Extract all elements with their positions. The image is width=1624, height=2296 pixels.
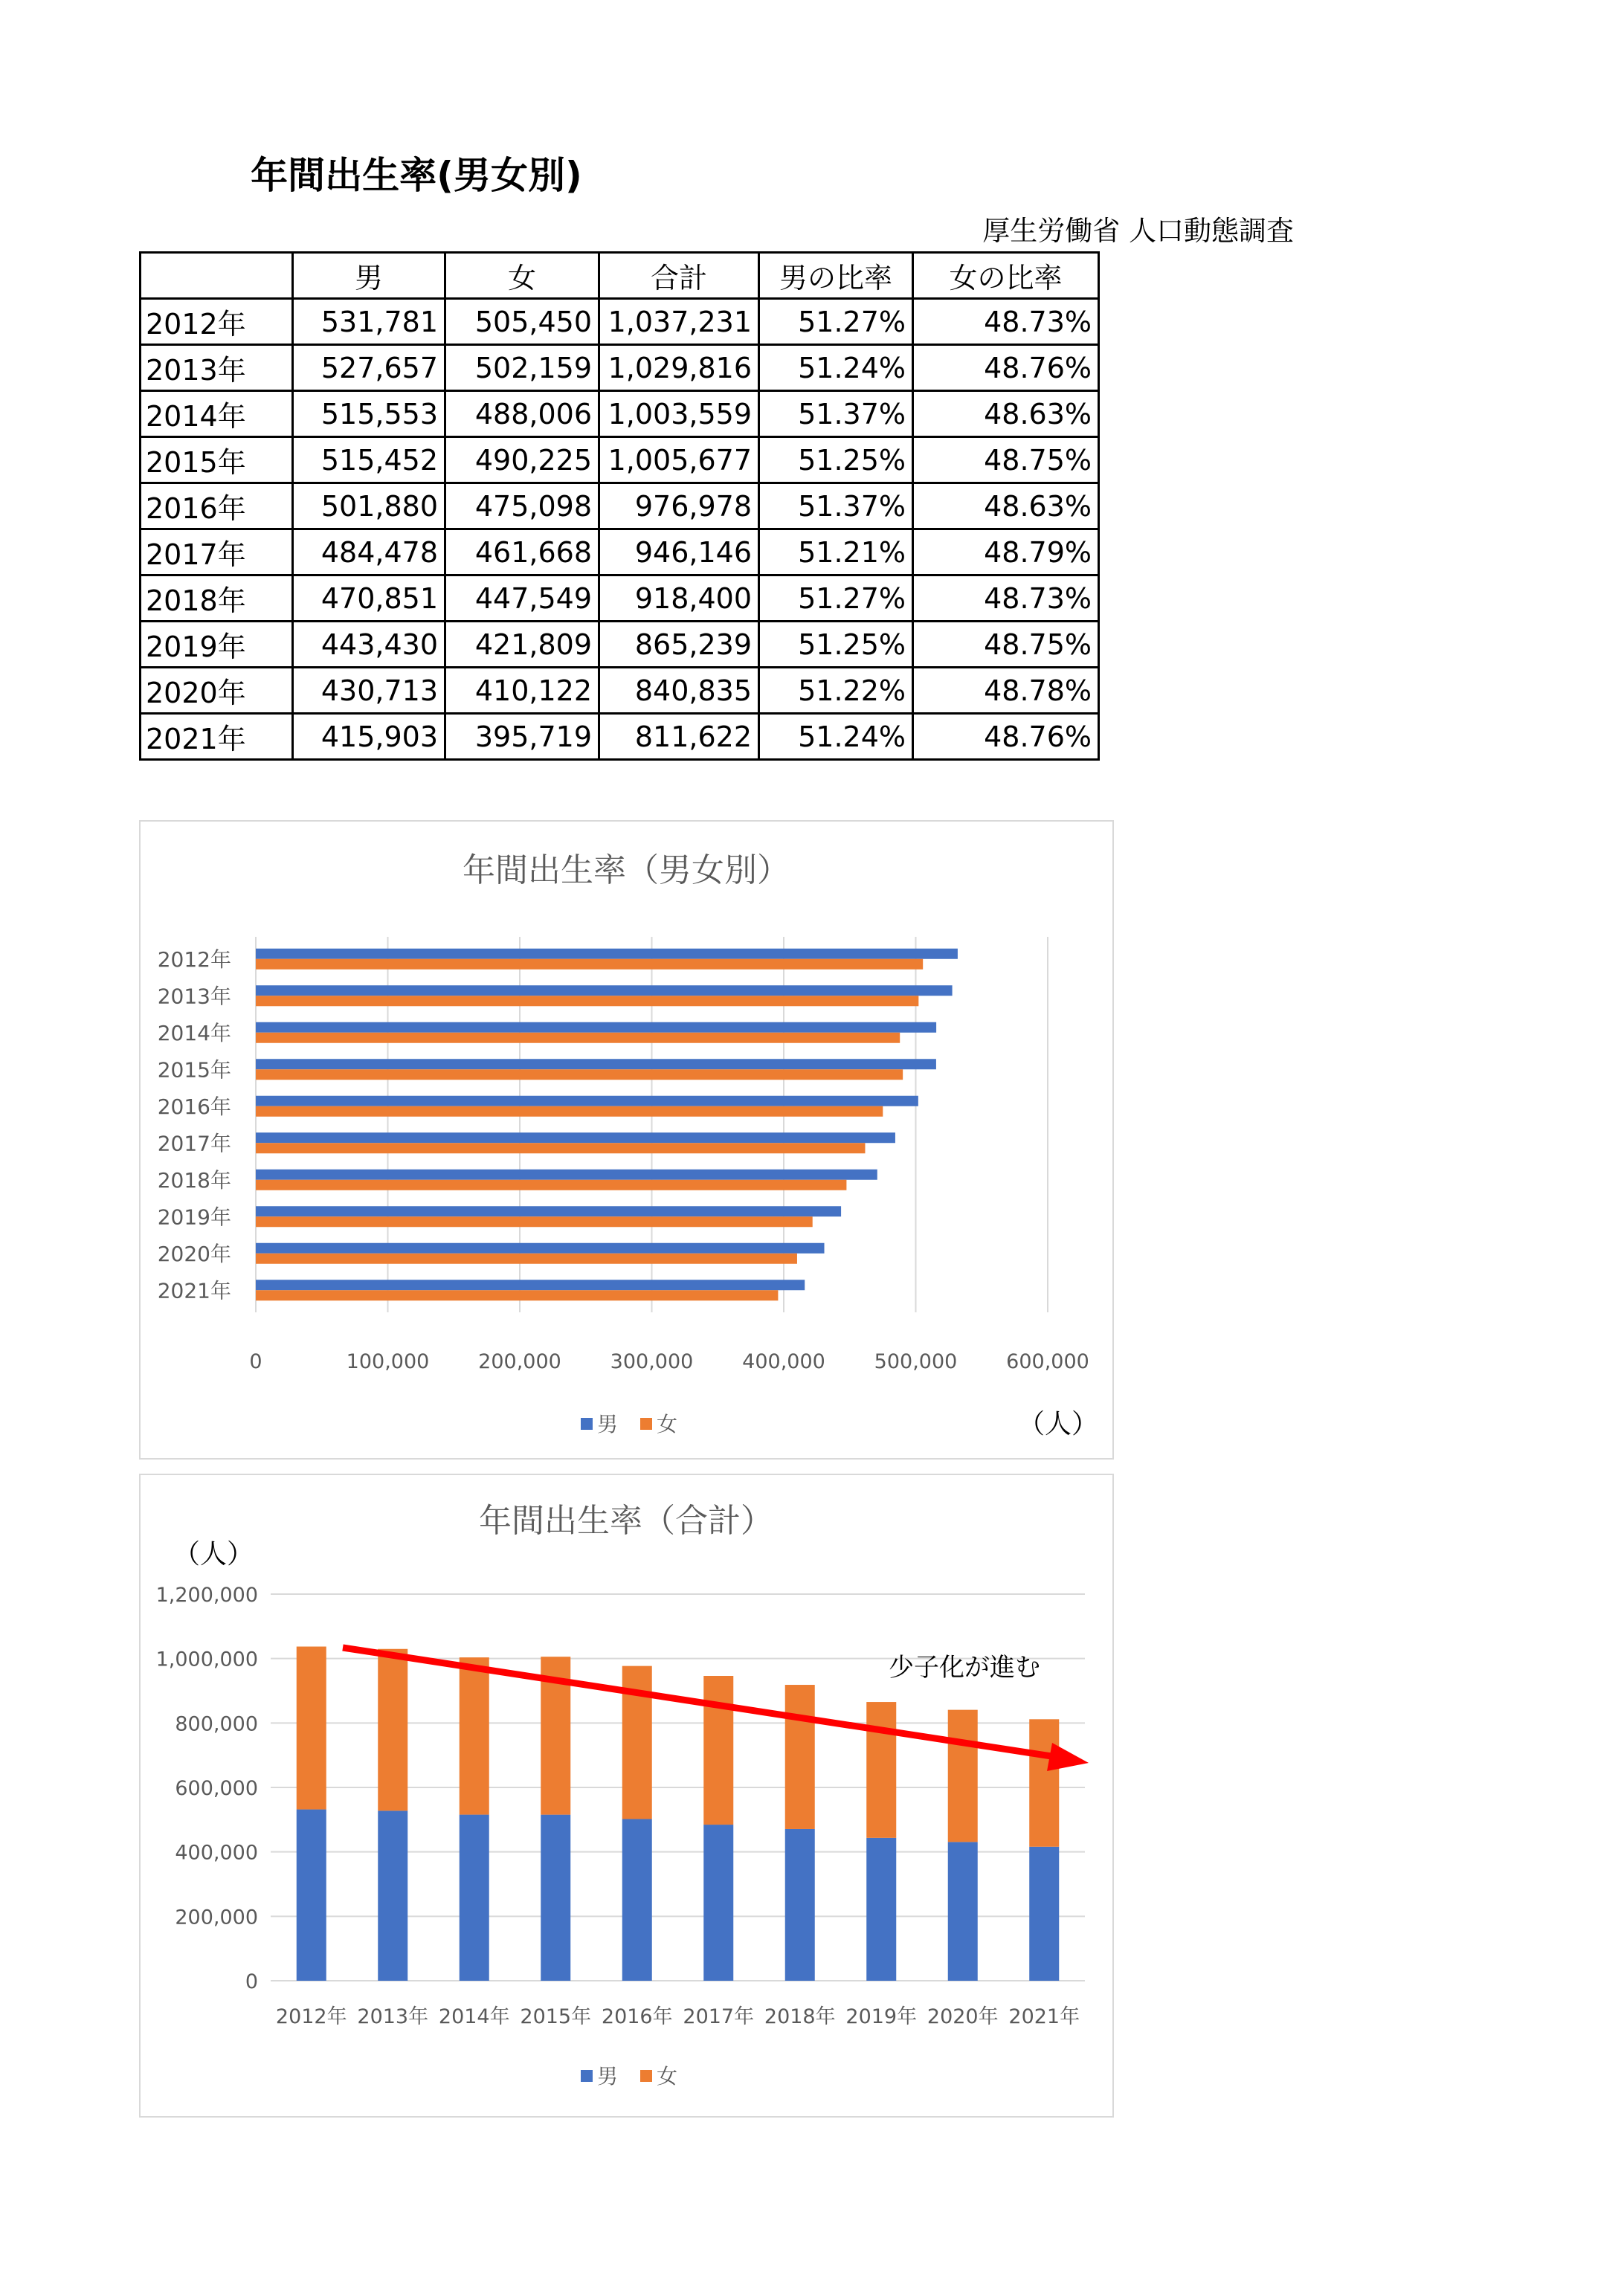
value-cell: 51.22% bbox=[759, 668, 913, 714]
value-cell: 51.24% bbox=[759, 345, 913, 391]
value-cell: 527,657 bbox=[293, 345, 445, 391]
bar-female bbox=[256, 1143, 865, 1153]
x-tick-label: 2012年 bbox=[275, 2005, 347, 2028]
value-cell: 811,622 bbox=[599, 714, 759, 760]
value-cell: 51.25% bbox=[759, 622, 913, 668]
legend-label-female: 女 bbox=[657, 1412, 678, 1436]
bar-male bbox=[256, 1206, 841, 1216]
chart-gender bbox=[139, 820, 1114, 1460]
y-tick-label: 1,200,000 bbox=[155, 1584, 258, 1607]
legend-label-male: 男 bbox=[597, 1412, 619, 1436]
year-cell: 2020年 bbox=[141, 668, 293, 714]
x-tick-label: 2013年 bbox=[357, 2005, 429, 2028]
value-cell: 395,719 bbox=[445, 714, 599, 760]
bar-female bbox=[256, 1254, 797, 1264]
value-cell: 48.63% bbox=[913, 391, 1099, 437]
bar-female bbox=[703, 1676, 733, 1825]
bar-male bbox=[256, 1059, 936, 1069]
bar-male bbox=[256, 1243, 825, 1254]
year-cell: 2015年 bbox=[141, 437, 293, 483]
y-tick-label: 2019年 bbox=[157, 1205, 231, 1230]
bar-female bbox=[256, 1106, 883, 1117]
y-tick-label: 2015年 bbox=[157, 1057, 231, 1083]
bar-male bbox=[948, 1842, 978, 1981]
x-tick-label: 400,000 bbox=[742, 1350, 825, 1373]
bar-female bbox=[948, 1710, 978, 1842]
table-row bbox=[141, 529, 1099, 575]
y-tick-label: 2016年 bbox=[157, 1094, 231, 1119]
bar-female bbox=[256, 1069, 903, 1080]
value-cell: 415,903 bbox=[293, 714, 445, 760]
bar-male bbox=[256, 1096, 918, 1106]
chart-title: 年間出生率（男女別） bbox=[463, 851, 790, 889]
bar-female bbox=[256, 1033, 900, 1043]
value-cell: 51.24% bbox=[759, 714, 913, 760]
legend-label-male: 男 bbox=[597, 2064, 619, 2089]
value-cell: 48.73% bbox=[913, 575, 1099, 622]
page-title: 年間出生率(男女別) bbox=[251, 154, 582, 197]
value-cell: 918,400 bbox=[599, 575, 759, 622]
value-cell: 515,553 bbox=[293, 391, 445, 437]
annotation-label: 少子化が進む bbox=[889, 1653, 1040, 1683]
y-tick-label: 800,000 bbox=[175, 1712, 258, 1736]
value-cell: 430,713 bbox=[293, 668, 445, 714]
bar-female bbox=[1029, 1719, 1059, 1846]
table-header-row bbox=[141, 253, 1099, 299]
bar-male bbox=[1029, 1847, 1059, 1981]
value-cell: 447,549 bbox=[445, 575, 599, 622]
legend-swatch-male bbox=[581, 1418, 593, 1430]
y-tick-label: 2017年 bbox=[157, 1131, 231, 1156]
value-cell: 840,835 bbox=[599, 668, 759, 714]
year-cell: 2021年 bbox=[141, 714, 293, 760]
value-cell: 48.75% bbox=[913, 437, 1099, 483]
bar-female bbox=[256, 959, 923, 970]
bar-female bbox=[460, 1657, 489, 1814]
value-cell: 484,478 bbox=[293, 529, 445, 575]
chart-total bbox=[139, 1474, 1114, 2118]
bar-male bbox=[785, 1829, 815, 1981]
bar-male bbox=[256, 1280, 805, 1290]
y-tick-label: 2014年 bbox=[157, 1020, 231, 1045]
y-tick-label: 600,000 bbox=[175, 1777, 258, 1800]
header-cell: 男の比率 bbox=[759, 253, 913, 299]
year-cell: 2017年 bbox=[141, 529, 293, 575]
unit-label: （人） bbox=[173, 1539, 254, 1570]
header-cell: 女の比率 bbox=[913, 253, 1099, 299]
source-note: 厚生労働省 人口動態調査 bbox=[982, 215, 1294, 247]
value-cell: 976,978 bbox=[599, 483, 759, 529]
value-cell: 410,122 bbox=[445, 668, 599, 714]
bar-female bbox=[256, 1216, 813, 1227]
value-cell: 1,005,677 bbox=[599, 437, 759, 483]
y-tick-label: 2013年 bbox=[157, 984, 231, 1009]
x-tick-label: 200,000 bbox=[478, 1350, 561, 1373]
value-cell: 51.25% bbox=[759, 437, 913, 483]
births-table bbox=[139, 251, 1100, 761]
bar-female bbox=[256, 1290, 778, 1300]
bar-male bbox=[866, 1838, 896, 1981]
value-cell: 48.75% bbox=[913, 622, 1099, 668]
x-tick-label: 2021年 bbox=[1008, 2005, 1080, 2028]
value-cell: 501,880 bbox=[293, 483, 445, 529]
value-cell: 48.73% bbox=[913, 299, 1099, 345]
value-cell: 1,037,231 bbox=[599, 299, 759, 345]
y-tick-label: 400,000 bbox=[175, 1841, 258, 1865]
value-cell: 48.78% bbox=[913, 668, 1099, 714]
table-row bbox=[141, 345, 1099, 391]
y-tick-label: 0 bbox=[245, 1970, 258, 1993]
value-cell: 515,452 bbox=[293, 437, 445, 483]
value-cell: 1,003,559 bbox=[599, 391, 759, 437]
legend-swatch-female bbox=[640, 1418, 652, 1430]
value-cell: 531,781 bbox=[293, 299, 445, 345]
trend-arrowhead bbox=[1047, 1743, 1089, 1771]
value-cell: 490,225 bbox=[445, 437, 599, 483]
chart-title: 年間出生率（合計） bbox=[479, 1502, 773, 1540]
table-row bbox=[141, 575, 1099, 622]
header-cell: 女 bbox=[445, 253, 599, 299]
year-cell: 2019年 bbox=[141, 622, 293, 668]
y-tick-label: 2018年 bbox=[157, 1167, 231, 1193]
value-cell: 502,159 bbox=[445, 345, 599, 391]
year-cell: 2013年 bbox=[141, 345, 293, 391]
bar-male bbox=[622, 1819, 652, 1981]
bar-male bbox=[297, 1810, 326, 1981]
bar-male bbox=[256, 949, 958, 959]
y-tick-label: 2012年 bbox=[157, 947, 231, 972]
x-tick-label: 600,000 bbox=[1006, 1350, 1089, 1373]
bar-female bbox=[297, 1647, 326, 1810]
legend-swatch-male bbox=[581, 2070, 593, 2082]
x-tick-label: 2020年 bbox=[927, 2005, 999, 2028]
value-cell: 461,668 bbox=[445, 529, 599, 575]
x-tick-label: 500,000 bbox=[874, 1350, 958, 1373]
value-cell: 48.76% bbox=[913, 345, 1099, 391]
header-cell: 男 bbox=[293, 253, 445, 299]
x-tick-label: 2019年 bbox=[845, 2005, 918, 2028]
x-tick-label: 2014年 bbox=[438, 2005, 510, 2028]
bar-male bbox=[378, 1810, 407, 1981]
x-tick-label: 2016年 bbox=[601, 2005, 673, 2028]
table-row bbox=[141, 668, 1099, 714]
x-tick-label: 2018年 bbox=[764, 2005, 836, 2028]
table-row bbox=[141, 714, 1099, 760]
y-tick-label: 200,000 bbox=[175, 1906, 258, 1929]
bar-male bbox=[703, 1825, 733, 1981]
year-cell: 2016年 bbox=[141, 483, 293, 529]
value-cell: 51.37% bbox=[759, 483, 913, 529]
value-cell: 470,851 bbox=[293, 575, 445, 622]
value-cell: 1,029,816 bbox=[599, 345, 759, 391]
table-row bbox=[141, 437, 1099, 483]
year-cell: 2014年 bbox=[141, 391, 293, 437]
legend-label-female: 女 bbox=[657, 2064, 678, 2089]
value-cell: 51.27% bbox=[759, 575, 913, 622]
bar-male bbox=[256, 1022, 936, 1033]
year-cell: 2012年 bbox=[141, 299, 293, 345]
value-cell: 505,450 bbox=[445, 299, 599, 345]
value-cell: 488,006 bbox=[445, 391, 599, 437]
value-cell: 51.21% bbox=[759, 529, 913, 575]
table-row bbox=[141, 622, 1099, 668]
y-tick-label: 2021年 bbox=[157, 1278, 231, 1303]
bar-female bbox=[866, 1702, 896, 1838]
bar-female bbox=[256, 996, 918, 1006]
bar-male bbox=[460, 1815, 489, 1981]
year-cell: 2018年 bbox=[141, 575, 293, 622]
x-tick-label: 0 bbox=[249, 1350, 262, 1373]
value-cell: 48.79% bbox=[913, 529, 1099, 575]
unit-label: （人） bbox=[1017, 1409, 1098, 1439]
table-row bbox=[141, 391, 1099, 437]
header-cell: 合計 bbox=[599, 253, 759, 299]
bar-male bbox=[256, 985, 953, 996]
bar-male bbox=[256, 1170, 877, 1180]
x-tick-label: 2015年 bbox=[520, 2005, 592, 2028]
value-cell: 421,809 bbox=[445, 622, 599, 668]
legend-swatch-female bbox=[640, 2070, 652, 2082]
table-row bbox=[141, 483, 1099, 529]
y-tick-label: 1,000,000 bbox=[155, 1648, 258, 1671]
x-tick-label: 300,000 bbox=[610, 1350, 694, 1373]
value-cell: 443,430 bbox=[293, 622, 445, 668]
bar-female bbox=[256, 1180, 846, 1190]
value-cell: 865,239 bbox=[599, 622, 759, 668]
value-cell: 946,146 bbox=[599, 529, 759, 575]
x-tick-label: 2017年 bbox=[683, 2005, 755, 2028]
value-cell: 48.76% bbox=[913, 714, 1099, 760]
header-cell bbox=[141, 253, 293, 299]
chart-gender-svg bbox=[141, 822, 1112, 1458]
value-cell: 475,098 bbox=[445, 483, 599, 529]
bar-female bbox=[378, 1649, 407, 1811]
value-cell: 48.63% bbox=[913, 483, 1099, 529]
value-cell: 51.27% bbox=[759, 299, 913, 345]
value-cell: 51.37% bbox=[759, 391, 913, 437]
bar-male bbox=[541, 1815, 570, 1981]
y-tick-label: 2020年 bbox=[157, 1241, 231, 1266]
bar-female bbox=[785, 1685, 815, 1829]
table-row bbox=[141, 299, 1099, 345]
bar-male bbox=[256, 1132, 895, 1143]
chart-total-svg bbox=[141, 1475, 1112, 2116]
x-tick-label: 100,000 bbox=[346, 1350, 430, 1373]
